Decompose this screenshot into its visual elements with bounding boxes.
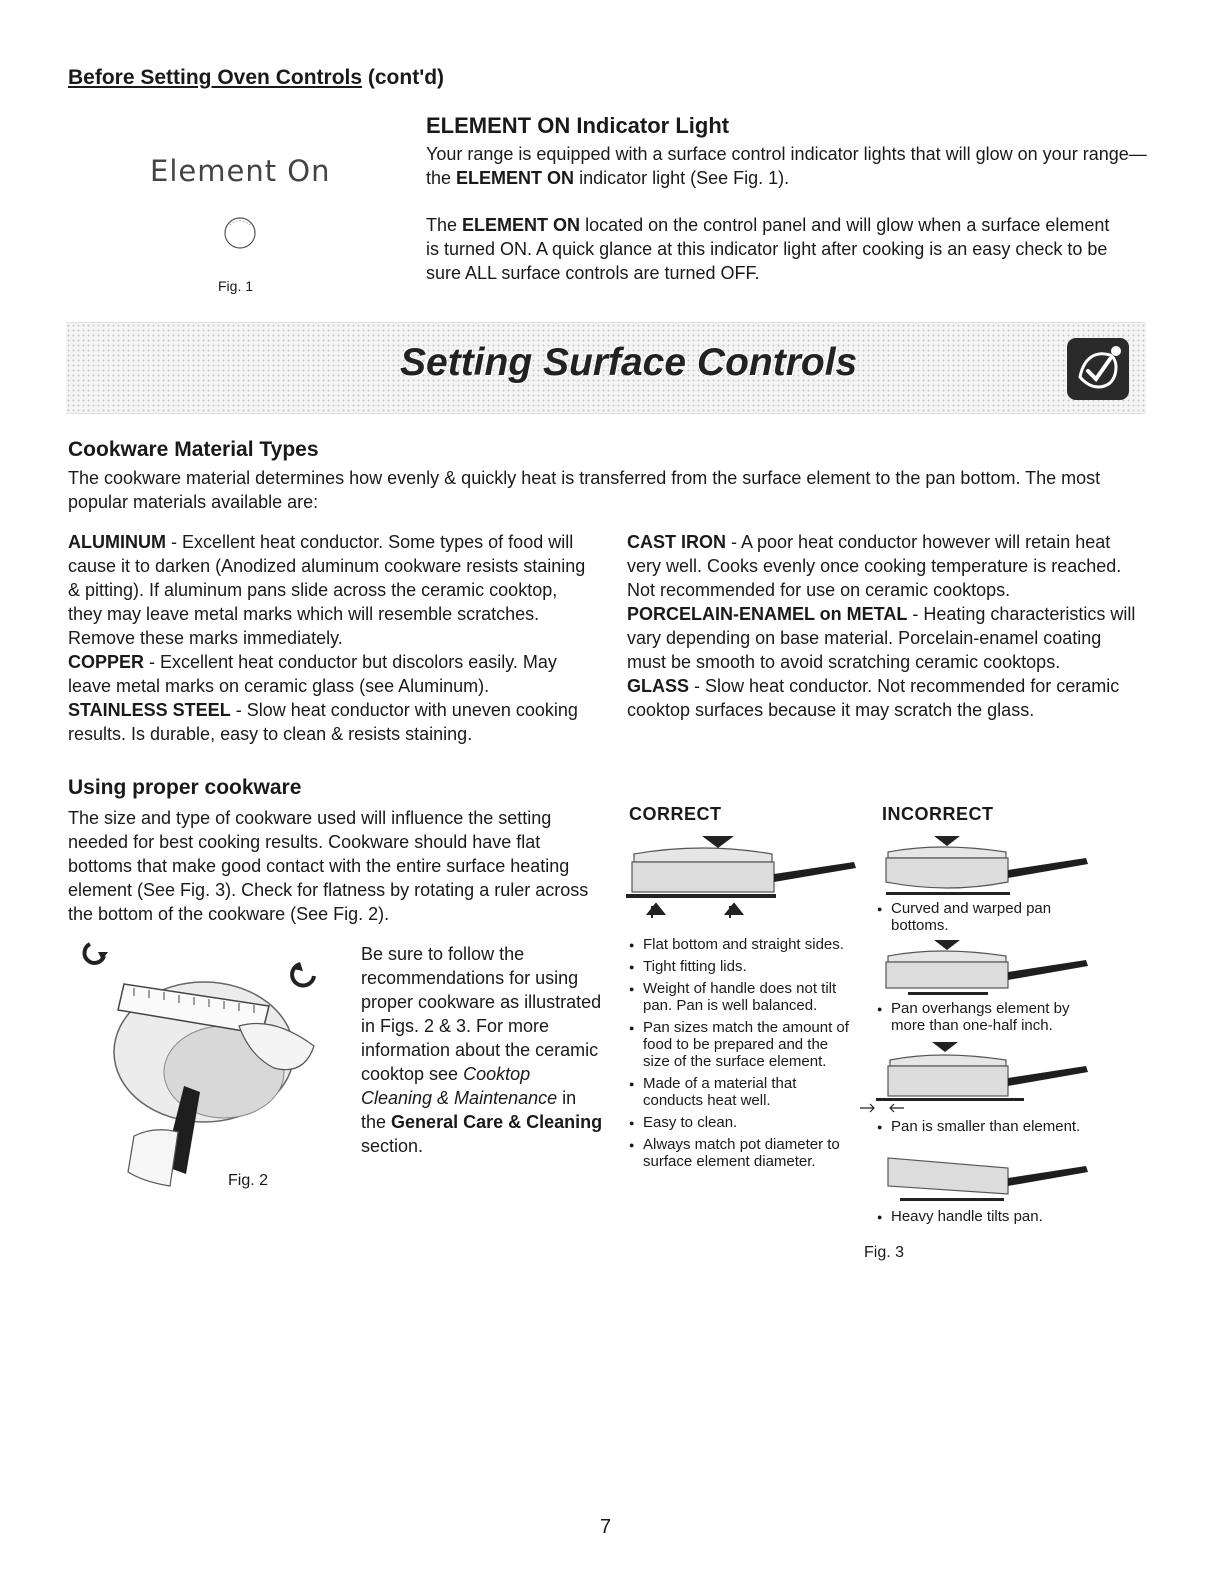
element-on-label: Element On	[150, 154, 331, 188]
page-header	[68, 66, 444, 90]
fig2-caption: Fig. 2	[228, 1172, 269, 1189]
materials-left-column	[68, 530, 592, 746]
cookware-intro: The cookware material determines how evenly & quickly heat is transferred from the surface element to the pan bottom. The most popular materials available are:	[68, 468, 1101, 512]
porcelain-entry: PORCELAIN-ENAMEL on METAL - Heating characteristics will vary depending on base material. Porcelain-enamel coating must be smooth to avoid scratching ceramic cooktops.	[627, 604, 1136, 672]
overhang-pan-illustration	[880, 938, 1100, 1000]
element-on-paragraph-2: The ELEMENT ON located on the control panel and will glow when a surface element is turned ON. A quick glance at this indicator light after cooking is an easy check to be sure ALL surface controls are turned OFF.	[426, 215, 1110, 283]
proper-cookware-heading: Using proper cookware	[68, 776, 302, 799]
copper-entry: COPPER - Excellent heat conductor but discolors easily. May leave metal marks on ceramic glass (see Aluminum).	[68, 652, 557, 696]
fig1-caption: Fig. 1	[218, 278, 254, 294]
small-pan-illustration	[860, 1040, 1100, 1114]
cast-iron-entry: CAST IRON - A poor heat conductor however will retain heat very well. Cooks evenly once cooking temperature is reached. Not recommended for use on ceramic cooktops.	[627, 532, 1122, 600]
incorrect-item: ● Curved and warped pan bottoms.	[877, 900, 1087, 934]
correct-item: ● Pan sizes match the amount of food to be prepared and the size of the surface element.	[629, 1019, 855, 1070]
stainless-entry: STAINLESS STEEL - Slow heat conductor with uneven cooking results. Is durable, easy to clean & resists staining.	[68, 700, 578, 744]
correct-item: ● Flat bottom and straight sides.	[629, 936, 855, 953]
materials-right-column	[627, 530, 1137, 722]
correct-item: ● Made of a material that conducts heat well.	[629, 1075, 855, 1109]
banner-title: Setting Surface Controls	[400, 341, 858, 384]
cookware-heading: Cookware Material Types	[68, 438, 319, 461]
header-suffix: (cont'd)	[367, 66, 445, 89]
correct-list	[629, 936, 855, 1170]
hand-touch-icon	[1066, 337, 1130, 401]
correct-item: ● Tight fitting lids.	[629, 958, 855, 975]
element-on-paragraph-1: Your range is equipped with a surface control indicator lights that will glow on your range— the ELEMENT ON indicator light (See Fig. 1).	[426, 144, 1147, 188]
incorrect-label: INCORRECT	[882, 804, 994, 824]
correct-item: ● Easy to clean.	[629, 1114, 855, 1131]
warped-pan-illustration	[880, 830, 1100, 900]
indicator-light-icon	[220, 213, 260, 253]
correct-item: ● Weight of handle does not tilt pan. Pan is well balanced.	[629, 980, 855, 1014]
page-number: 7	[600, 1516, 612, 1538]
incorrect-item: ● Pan overhangs element by more than one-half inch.	[877, 1000, 1087, 1034]
glass-entry: GLASS - Slow heat conductor. Not recommended for ceramic cooktop surfaces because it may scratch the glass.	[627, 676, 1120, 720]
header-title: Before Setting Oven Controls	[68, 66, 363, 89]
element-on-heading: ELEMENT ON Indicator Light	[426, 113, 730, 138]
ruler-check-illustration	[74, 936, 344, 1198]
correct-label: CORRECT	[629, 804, 722, 824]
proper-cookware-note: Be sure to follow the recommendations for using proper cookware as illustrated in Figs. 2 & 3. For more information about the ceramic cooktop see Cooktop Cleaning & Maintenance in the General Care & Cleaning section.	[361, 944, 603, 1156]
fig3-caption: Fig. 3	[864, 1244, 905, 1261]
correct-pan-illustration	[622, 830, 862, 920]
section-banner	[66, 322, 1146, 414]
heavy-handle-pan-illustration	[880, 1152, 1100, 1206]
incorrect-item: ● Pan is smaller than element.	[877, 1118, 1087, 1135]
proper-cookware-text: The size and type of cookware used will influence the setting needed for best cooking results. Cookware should have flat bottoms that make good contact with the entire surface heating element (See Fig. 3). Check for flatness by rotating a ruler across the bottom of the cookware (See Fig. 2).	[68, 808, 589, 924]
correct-item: ● Always match pot diameter to surface element diameter.	[629, 1136, 855, 1170]
incorrect-item: ● Heavy handle tilts pan.	[877, 1208, 1087, 1225]
aluminum-entry: ALUMINUM - Excellent heat conductor. Some types of food will cause it to darken (Anodized aluminum cookware resists staining & pitting). If aluminum pans slide across the ceramic cooktop, they may leave metal marks which will resemble scratches. Remove these marks immediately.	[68, 532, 586, 648]
